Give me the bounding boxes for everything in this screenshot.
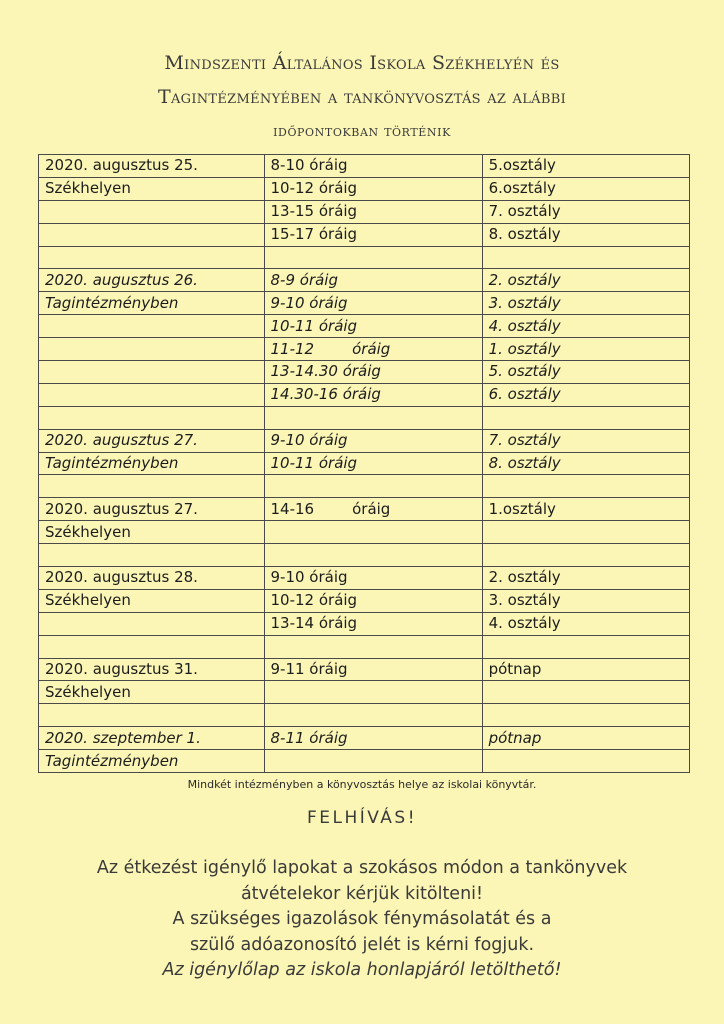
date-cell — [39, 383, 265, 406]
class-cell — [482, 704, 689, 727]
time-cell — [264, 704, 482, 727]
date-cell: Székhelyen — [39, 177, 265, 200]
date-cell: Tagintézményben — [39, 452, 265, 475]
class-cell: 4. osztály — [482, 612, 689, 635]
table-row — [39, 292, 690, 315]
class-cell: 1. osztály — [482, 338, 689, 361]
date-cell: Székhelyen — [39, 681, 265, 704]
time-cell: 15-17 óráig — [264, 223, 482, 246]
class-cell: 8. osztály — [482, 452, 689, 475]
class-cell: 1.osztály — [482, 498, 689, 521]
library-note: Mindkét intézményben a könyvosztás helye az iskolai könyvtár. — [187, 778, 537, 791]
class-cell: 2. osztály — [482, 567, 689, 590]
table-row — [39, 383, 690, 406]
time-cell: 9-11 óráig — [264, 658, 482, 681]
date-cell — [39, 704, 265, 727]
class-cell: pótnap — [482, 658, 689, 681]
class-cell: pótnap — [482, 727, 689, 750]
table-row — [39, 223, 690, 246]
date-cell — [39, 223, 265, 246]
class-cell — [482, 635, 689, 658]
class-cell: 6.osztály — [482, 177, 689, 200]
date-cell: 2020. augusztus 25. — [39, 155, 265, 178]
table-row — [39, 200, 690, 223]
time-cell — [264, 544, 482, 567]
time-cell — [264, 635, 482, 658]
document-title — [0, 46, 724, 148]
table-row — [39, 750, 690, 773]
time-cell — [264, 406, 482, 429]
table-row — [39, 612, 690, 635]
table-row — [39, 361, 690, 384]
class-cell — [482, 475, 689, 498]
date-cell: 2020. szeptember 1. — [39, 727, 265, 750]
date-cell — [39, 200, 265, 223]
date-cell: 2020. augusztus 31. — [39, 658, 265, 681]
date-cell: 2020. augusztus 27. — [39, 429, 265, 452]
message-line-2: átvételekor kérjük kitölteni! — [240, 883, 484, 904]
table-row — [39, 567, 690, 590]
date-cell: Székhelyen — [39, 589, 265, 612]
time-cell — [264, 246, 482, 269]
time-cell — [264, 521, 482, 544]
time-cell: 8-11 óráig — [264, 727, 482, 750]
time-cell — [264, 750, 482, 773]
table-row — [39, 521, 690, 544]
time-cell — [264, 681, 482, 704]
date-cell: 2020. augusztus 27. — [39, 498, 265, 521]
table-row — [39, 315, 690, 338]
table-row — [39, 269, 690, 292]
class-cell — [482, 521, 689, 544]
time-cell: 10-12 óráig — [264, 589, 482, 612]
time-cell — [264, 338, 482, 361]
table-row — [39, 246, 690, 269]
time-cell — [264, 498, 482, 521]
table-row — [39, 658, 690, 681]
table-row — [39, 498, 690, 521]
class-cell: 5. osztály — [482, 361, 689, 384]
date-cell — [39, 406, 265, 429]
date-cell: Tagintézményben — [39, 750, 265, 773]
message-line-3: A szükséges igazolások fénymásolatát és a — [172, 909, 552, 929]
time-cell: 9-10 óráig — [264, 429, 482, 452]
title-line-3: időpontokban történik — [273, 122, 451, 140]
title-line-2: Tagintézményében a tankönyvosztás az alábbi — [157, 86, 567, 108]
title-line-1: Mindszenti Általános Iskola Székhelyén és — [164, 52, 560, 74]
table-row — [39, 704, 690, 727]
date-cell — [39, 246, 265, 269]
table-row — [39, 429, 690, 452]
date-cell — [39, 315, 265, 338]
class-cell — [482, 544, 689, 567]
time-cell: 10-11 óráig — [264, 315, 482, 338]
date-cell: Székhelyen — [39, 521, 265, 544]
class-cell: 2. osztály — [482, 269, 689, 292]
time-cell: 13-14 óráig — [264, 612, 482, 635]
table-row — [39, 635, 690, 658]
message-line-5: Az igénylőlap az iskola honlapjáról letölthető! — [162, 960, 562, 980]
class-cell — [482, 246, 689, 269]
table-row — [39, 452, 690, 475]
date-cell: Tagintézményben — [39, 292, 265, 315]
class-cell: 8. osztály — [482, 223, 689, 246]
table-row — [39, 155, 690, 178]
time-cell: 9-10 óráig — [264, 292, 482, 315]
date-cell — [39, 475, 265, 498]
time-cell: 10-12 óráig — [264, 177, 482, 200]
notice-message — [0, 856, 724, 984]
table-row — [39, 544, 690, 567]
class-cell — [482, 406, 689, 429]
time-cell: 13-15 óráig — [264, 200, 482, 223]
date-cell — [39, 544, 265, 567]
table-row — [39, 589, 690, 612]
table-row — [39, 338, 690, 361]
time-cell: 8-9 óráig — [264, 269, 482, 292]
class-cell — [482, 750, 689, 773]
class-cell: 5.osztály — [482, 155, 689, 178]
notice-heading: FELHÍVÁS! — [306, 808, 418, 828]
class-cell: 4. osztály — [482, 315, 689, 338]
date-cell — [39, 338, 265, 361]
time-range: 14-16 — [270, 499, 315, 518]
table-row — [39, 681, 690, 704]
time-suffix: óráig — [352, 339, 391, 358]
table-row — [39, 727, 690, 750]
class-cell: 7. osztály — [482, 200, 689, 223]
date-cell — [39, 612, 265, 635]
time-cell — [264, 475, 482, 498]
time-range: 11-12 — [270, 339, 315, 358]
time-suffix: óráig — [352, 499, 391, 518]
date-cell — [39, 635, 265, 658]
message-line-1: Az étkezést igénylő lapokat a szokásos módon a tankönyvek — [96, 858, 628, 878]
table-row — [39, 177, 690, 200]
table-row — [39, 475, 690, 498]
class-cell: 6. osztály — [482, 383, 689, 406]
time-cell: 9-10 óráig — [264, 567, 482, 590]
time-cell: 14.30-16 óráig — [264, 383, 482, 406]
time-cell: 13-14.30 óráig — [264, 361, 482, 384]
class-cell: 7. osztály — [482, 429, 689, 452]
date-cell: 2020. augusztus 26. — [39, 269, 265, 292]
date-cell — [39, 361, 265, 384]
time-cell: 10-11 óráig — [264, 452, 482, 475]
schedule-table — [38, 154, 690, 773]
class-cell: 3. osztály — [482, 589, 689, 612]
class-cell: 3. osztály — [482, 292, 689, 315]
class-cell — [482, 681, 689, 704]
time-cell: 8-10 óráig — [264, 155, 482, 178]
table-row — [39, 406, 690, 429]
message-line-4: szülő adóazonosító jelét is kérni fogjuk. — [189, 934, 535, 955]
date-cell: 2020. augusztus 28. — [39, 567, 265, 590]
